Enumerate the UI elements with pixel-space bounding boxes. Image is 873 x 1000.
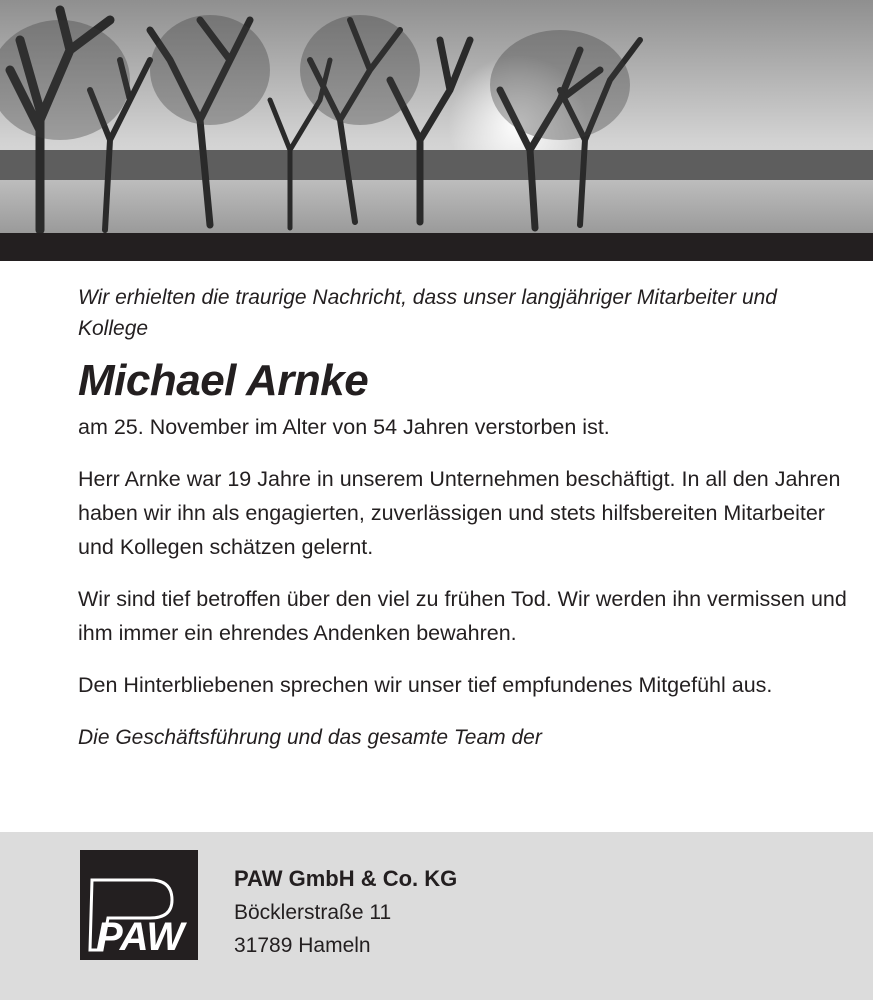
death-line: am 25. November im Alter von 54 Jahren verstorben ist. [78, 415, 610, 439]
company-address [234, 862, 457, 962]
company-name: PAW GmbH & Co. KG [234, 866, 458, 891]
paragraph-condolence: Wir sind tief betroffen über den viel zu frühen Tod. Wir werden ihn vermissen und ihm immer ein ehrendes Andenken bewahren. [78, 587, 847, 645]
paragraph-tenure: Herr Arnke war 19 Jahre in unserem Unternehmen beschäftigt. In all den Jahren haben wir ihn als engagierten, zuverlässigen und stets hilfsbereiten Mitarbeiter und Kollegen schätzen gelernt. [78, 467, 841, 559]
header-landscape-photo [0, 0, 873, 233]
paragraph-sympathy: Den Hinterbliebenen sprechen wir unser tief empfundenes Mitgefühl aus. [78, 673, 773, 697]
company-city: 31789 Hameln [234, 934, 371, 957]
logo-text: PAW [96, 915, 185, 959]
intro-text: Wir erhielten die traurige Nachricht, dass unser langjähriger Mitarbeiter und Kollege [78, 286, 777, 340]
company-street: Böcklerstraße 11 [234, 901, 392, 924]
deceased-name: Michael Arnke [78, 356, 369, 405]
divider-bar [0, 233, 873, 261]
notice-body [78, 282, 848, 753]
company-footer [0, 832, 873, 1000]
paw-logo [80, 850, 198, 960]
signature-line: Die Geschäftsführung und das gesamte Team der [78, 726, 542, 749]
